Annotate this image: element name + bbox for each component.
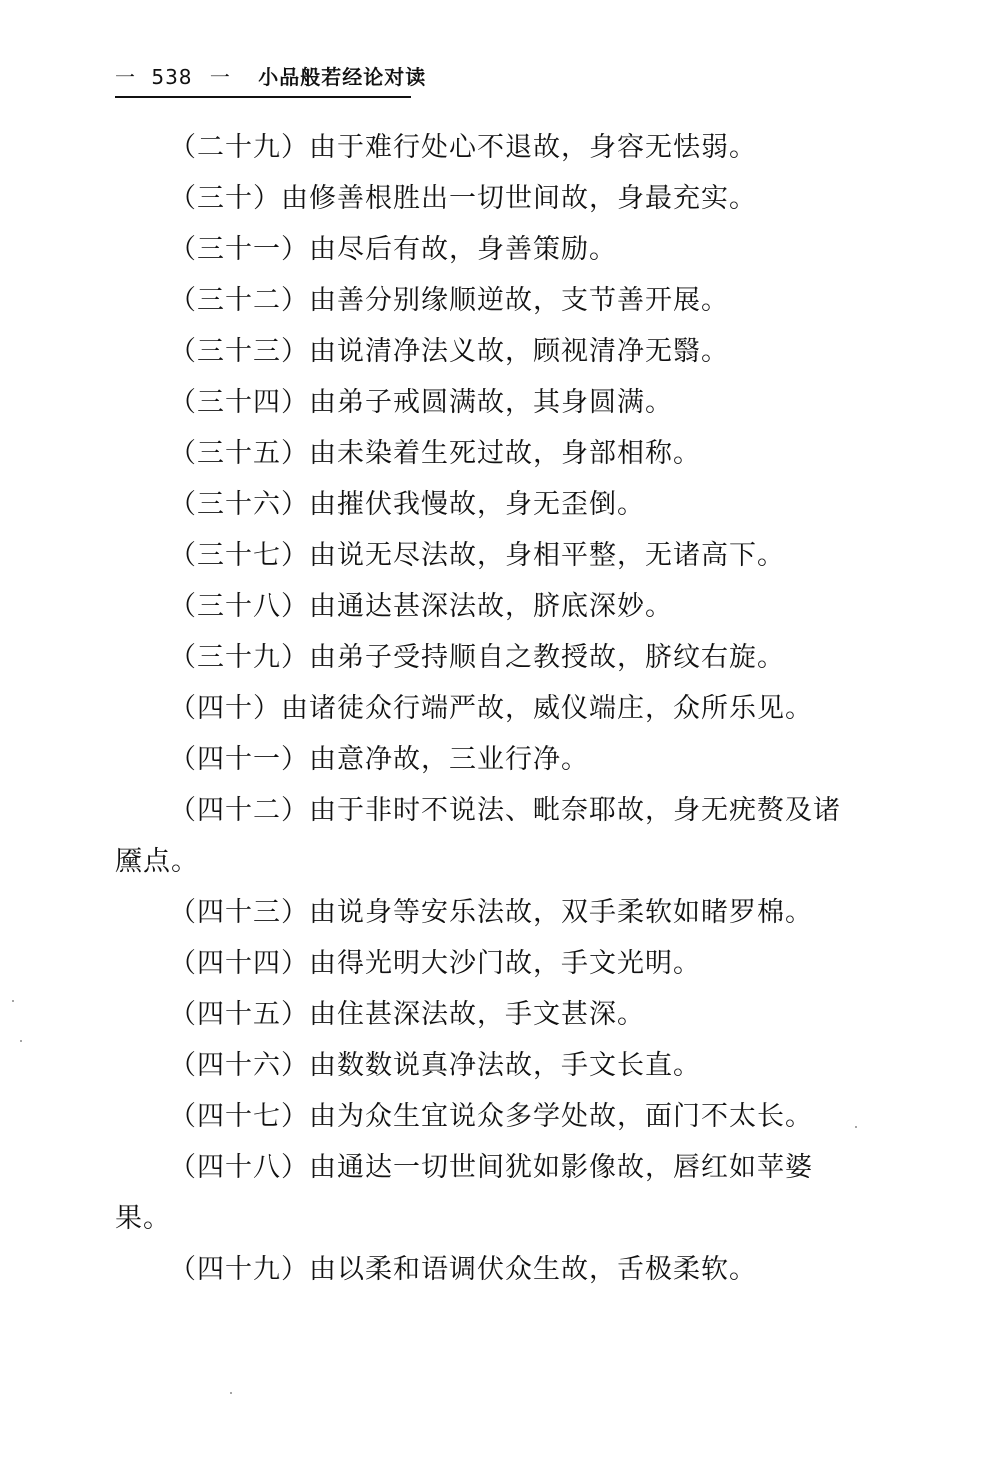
scan-speck [855,1126,857,1128]
paragraph-32: （三十二）由善分别缘顺逆故，支节善开展。 [169,285,729,316]
paragraph-49: （四十九）由以柔和语调伏众生故，舌极柔软。 [169,1254,757,1285]
paragraph-36: （三十六）由摧伏我慢故，身无歪倒。 [169,489,645,520]
page-number: 538 [151,65,193,89]
book-title: 小品般若经论对读 [258,65,427,89]
paragraph-47: （四十七）由为众生宜说众多学处故，面门不太长。 [169,1101,813,1132]
scan-speck [230,1392,232,1394]
paragraph-37: （三十七）由说无尽法故，身相平整，无诸高下。 [169,540,785,571]
paragraph-33: （三十三）由说清净法义故，顾视清净无翳。 [169,336,729,367]
paragraph-35: （三十五）由未染着生死过故，身部相称。 [169,438,701,469]
paragraph-45: （四十五）由住甚深法故，手文甚深。 [169,999,645,1030]
paragraph-41: （四十一）由意净故，三业行净。 [169,744,589,775]
paragraph-40: （四十）由诸徒众行端严故，威仪端庄，众所乐见。 [169,693,813,724]
header-dash-right: 一 [209,65,231,89]
paragraph-39: （三十九）由弟子受持顺自之教授故，脐纹右旋。 [169,642,785,673]
page-header [115,62,427,98]
paragraph-43: （四十三）由说身等安乐法故，双手柔软如睹罗棉。 [169,897,813,928]
paragraph-38: （三十八）由通达甚深法故，脐底深妙。 [169,591,673,622]
page-body [115,122,860,1295]
scan-speck [20,1040,22,1042]
paragraph-30: （三十）由修善根胜出一切世间故，身最充实。 [169,183,757,214]
paragraph-42: （四十二）由于非时不说法、毗奈耶故，身无疣赘及诸黡点。 [115,795,841,877]
paragraph-44: （四十四）由得光明大沙门故，手文光明。 [169,948,701,979]
paragraph-34: （三十四）由弟子戒圆满故，其身圆满。 [169,387,673,418]
paragraph-46: （四十六）由数数说真净法故，手文长直。 [169,1050,701,1081]
paragraph-29: （二十九）由于难行处心不退故，身容无怯弱。 [169,132,757,163]
paragraph-48: （四十八）由通达一切世间犹如影像故，唇红如苹婆果。 [115,1152,813,1234]
header-dash-left: 一 [115,65,136,89]
paragraph-31: （三十一）由尽后有故，身善策励。 [169,234,617,265]
scan-speck [12,1000,14,1002]
